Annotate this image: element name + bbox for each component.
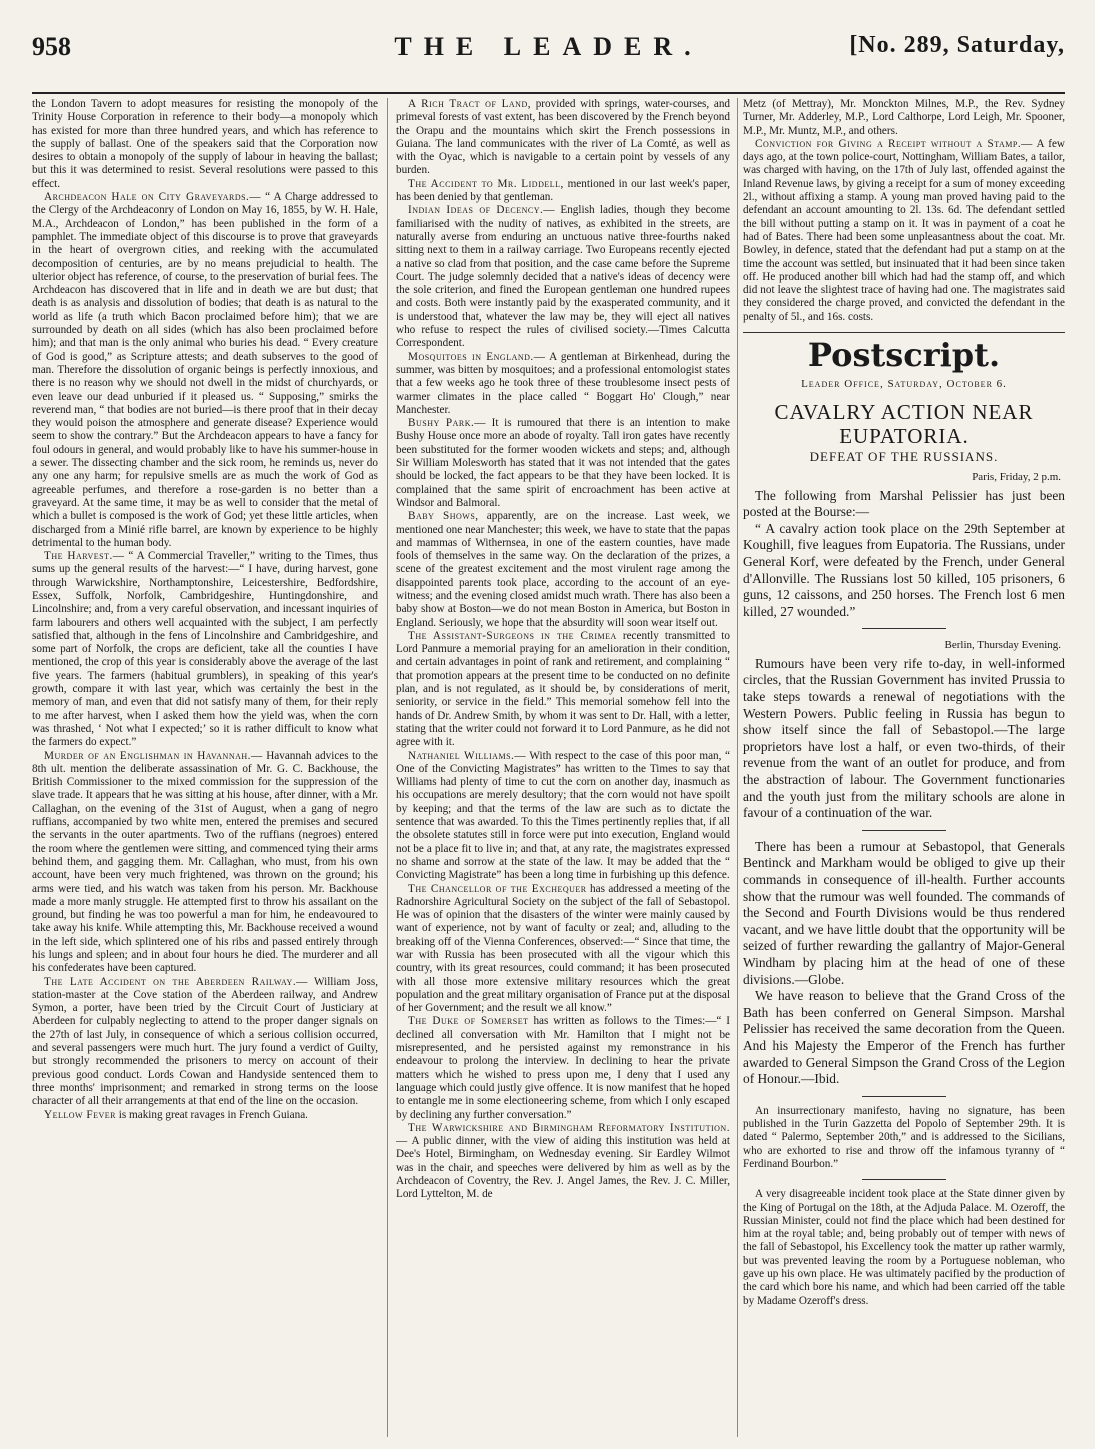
- article-paragraph: [32, 550, 378, 749]
- article-paragraph: [32, 98, 378, 191]
- divider: [862, 1096, 946, 1097]
- article-text: “ A Charge addressed to the Clergy of the Archdeaconry of London on May 16, 1855, by W. H. Hale, M.A., Archdeacon of London,” has been published in the form of a pamphlet. The immediate object of this discourse is to prove that graveyards in the heart of overgrown cities, and reeking with the accumulated decomposition of centuries, are by no means prejudicial to health. The ulterior object has reference, of course, to the preservation of burial fees. The Archdeacon has discovered that in life and in death we are but dust; that death is as analysis and dissolution of bodies; that death is as natural to the world as life (a truth which Bacon proclaimed before him); that we are surrounded by death on all sides (which has also been proclaimed before him); and that man is the only animal who buries his dead. “ Every creature of God is good,” as Scripture attests; and death subserves to the good of man. Therefore the dissolution of organic beings is perfectly innoxious, and there is no reason why we should not dwell in the midst of churchyards, or even leave our dead unburied if it pleased us. “ Supposing,” smirks the reverend man, “ that bodies are not buried—is there proof that in their decay they would poison the atmosphere and generate disease? Experience would seem to show the contrary.” But the Archdeacon appears to have a fancy for foul odours in general, and would probably like to have his summer-house in a sewer. The dissecting chamber and the sick room, he reminds us, never do any one any harm; for repulsive smells are as much the work of God as agreeable perfumes, and therefore a rose-garden is no better than a graveyard. At the same time, it may be as well to consider that the metal of which a bullet is composed is the work of God; yet these little articles, when discharged from a Minié rifle barrel, are known by experience to be highly detrimental to the human body.: [32, 191, 378, 549]
- divider: [862, 830, 946, 831]
- article-paragraph: [396, 630, 730, 750]
- article-paragraph: [396, 204, 730, 350]
- article-heading: The Chancellor of the Exchequer: [408, 882, 587, 895]
- article-text: has written as follows to the Times:—“ I declined all conversation with Mr. Hamilton that I might not be misrepresented, and he persisted against my remonstrance in his endeavour to prolong the interview. In declining to hear the private matters which he wished to press upon me, I deny that I used any language which could justly give offence. It is now manifest that he hoped to entangle me in some electioneering scheme, from which I only escaped by declining any further conversation.”: [396, 1015, 730, 1121]
- masthead-title: THE LEADER.: [394, 32, 703, 61]
- article-heading: Archdeacon Hale on City Graveyards.—: [44, 191, 262, 204]
- headline: CAVALRY ACTION NEAR EUPATORIA.: [774, 399, 1034, 448]
- article-text: recently transmitted to Lord Panmure a memorial praying for an amelioration in their condition, and certain advantages in point of rank and retirement, and complaining “ that promotion appears at the present time to be conducted on no definite plan, and is not regulated, as it should be, by considerations of merit, seniority, or service in the field.” This memorial somehow fell into the hands of Dr. Andrew Smith, by whom it was sent to Dr. Hall, with a letter, stating that the writer could not forward it to Lord Panmure, as he did not agree with it.: [396, 629, 730, 749]
- article-paragraph: [396, 883, 730, 1016]
- article-heading: Mosquitoes in England.—: [408, 350, 546, 363]
- article-paragraph: [396, 351, 730, 417]
- column-3: [743, 98, 1065, 1437]
- article-heading: The Assistant-Surgeons in the Crimea: [408, 629, 617, 642]
- article-paragraph: [396, 750, 730, 883]
- article-paragraph: [396, 1015, 730, 1121]
- article-text: A gentleman at Birkenhead, during the summer, was bitten by mosquitoes; and a professional entomologist states that a few weeks ago he took three of these troublesome insect pests of warmer climates in the place called “ Boggart Ho' Clough,” near Manchester.: [396, 350, 730, 416]
- article-text: English ladies, though they become familiarised with the nudity of natives, as exhibited in the streets, are naturally averse from enduring an unctuous native three-fourths naked sitting next to them in a railway carriage. Two Europeans recently ejected a native so clad from that position, and the case came before the Supreme Court. The judge solemnly decided that a native's ideas of decency were the sole criterion, and fined the European gentleman one hundred rupees and costs. Both were instantly paid by the exasperated community, and it is understood that, whatever the law may be, they will eject all natives who refuse to respect the rules of civilised society.—Times Calcutta Correspondent.: [396, 204, 730, 350]
- article-heading: Bushy Park.—: [408, 417, 486, 430]
- header-rule: [32, 92, 1065, 94]
- article-heading: Murder of an Englishman in Havannah.—: [44, 749, 263, 762]
- article-heading: The Accident to Mr. Liddell,: [408, 177, 564, 190]
- article-heading: Indian Ideas of Decency.—: [408, 204, 555, 217]
- article-text: has addressed a meeting of the Radnorshire Agricultural Society on the subject of the fall of Sebastopol. He was of opinion that the disasters of the winter were mainly caused by want of experience, not by want of faculty or zeal; and, alluding to the breaking off of the Vienna Conferences, observed:—“ Since that time, the war with Russia has been prosecuted with all the vigour which this country, with its great resources, could command; it has been prosecuted with all those more extensive military resources which the great population and the great military organisation of France put at the disposal of her Government; and the result we all know.”: [396, 882, 730, 1015]
- postscript-title: Postscript.: [807, 336, 1001, 375]
- article-heading: The Duke of Somerset: [408, 1015, 529, 1028]
- article-text: A few days ago, at the town police-court, Nottingham, William Bates, a tailor, was charged with having, on the 17th of July last, offended against the Inland Revenue laws, by giving a receipt for a sum of money exceeding 2l., without affixing a stamp. A young man proved having paid to the defendant an account amounting to 2l. 13s. 6d. The defendant settled the bill without putting a stamp on it. It was in payment of a coat he had of Bates. There had been some unpleasantness about the coat. Mr. Bowley, in defence, stated that the defendant had put a stamp on at the time the account was settled, but insinuated that it had been since taken off. He produced another bill which had had the stamp off, and which did not leave the slightest trace of having had one. The magistrates said they considered the charge proved, and convicted the defendant in the penalty of 5l., and 16s. costs.: [743, 137, 1065, 323]
- article-text: apparently, are on the increase. Last week, we mentioned one near Manchester; this week, we have to state that the papas and mammas of Withernsea, in one of the eastern counties, have made fools of themselves in the same way. On the declaration of the prizes, a scene of the greatest excitement and the most virulent rage among the disappointed parents took place, according to the account of an eye-witness; and the evening closed amidst much wrath. There has also been a baby show at Boston—we do not mean Boston in America, but Boston in England. Seriously, we hope that the absurdity will soon wear itself out.: [396, 510, 730, 629]
- dispatch-paragraph: “ A cavalry action took place on the 29th September at Koughill, five leagues from Eupatoria. The Russians, under General Korf, were defeated by the French, under General d'Allonville. The Russians lost 50 killed, 105 prisoners, 6 guns, 12 caissons, and 250 horses. The French lost 6 men killed, 27 wounded.”: [743, 520, 1065, 619]
- section-rule: [743, 332, 1065, 333]
- berlin-paragraph: Rumours have been very rife to-day, in well-informed circles, that the Russian Government has invited Prussia to take steps towards a renewal of negotiations with the Western Powers. Public feeling in Russia has begun to show itself since the fall of Sebastopol.—The large proprietors have lost a half, or even two-thirds, of their revenue from the want of an outlet for produce, and from the abstraction of labour. The Government functionaries and the youth just from the military schools are alone in favour of a continuation of the war.: [743, 655, 1065, 821]
- article-paragraph: [396, 98, 730, 178]
- postscript-body: [743, 469, 1065, 1088]
- divider: [862, 628, 946, 629]
- continuation-paragraph: Metz (of Mettray), Mr. Monckton Milnes, M.P., the Rev. Sydney Turner, Mr. Adderley, M.P., Lord Calthorpe, Lord Leigh, Mr. Spooner, M.P., Mr. Muntz, M.P., and others.: [743, 98, 1065, 137]
- issue-line: [No. 289, Saturday,: [849, 32, 1065, 58]
- rumour-paragraph: There has been a rumour at Sebastopol, that Generals Bentinck and Markham would be obliged to give up their commands in consequence of ill-health. Further accounts show that the rumour was well founded. The commands of the Second and Fourth Divisions would be thus rendered vacant, and we have little doubt that the opportunity will be seized of further rewarding the gallantry of Major-General Windham by placing him at the head of one of these divisions.—Globe.: [743, 838, 1065, 987]
- article-text: the London Tavern to adopt measures for resisting the monopoly of the Trinity House Corporation in reference to their body—a monopoly which has existed for more than three hundred years, and which has reference to the supply of ballast. One of the speakers said that the Corporation now desires to obtain a monopoly of the supply of labour in heaving the ballast; but this it was determined to resist. Several resolutions were passed to this effect.: [32, 98, 378, 190]
- article-paragraph: [396, 510, 730, 630]
- divider: [862, 1179, 946, 1180]
- article-text: mentioned in our last week's paper, has been denied by that gentleman.: [396, 177, 730, 204]
- article-heading: Yellow Fever: [44, 1108, 116, 1121]
- dateline: Berlin, Thursday Evening.: [944, 639, 1061, 652]
- article-paragraph: [743, 138, 1065, 324]
- page-number: 958: [32, 32, 71, 61]
- article-paragraph: [396, 178, 730, 205]
- article-heading: The Late Accident on the Aberdeen Railway.—: [44, 975, 308, 988]
- page-header: [32, 32, 1065, 94]
- subheadline: DEFEAT OF THE RUSSIANS.: [809, 448, 999, 464]
- manifesto-paragraph: An insurrectionary manifesto, having no signature, has been published in the Turin Gazzetta del Popolo of September 29th. It is dated “ Palermo, September 20th,” and is addressed to the Sicilians, who are exhorted to rise and throw off the infamous tyranny of “ Ferdinand Bourbon.”: [743, 1104, 1065, 1170]
- article-paragraph: [396, 417, 730, 510]
- article-heading: The Harvest.—: [44, 550, 125, 563]
- article-paragraph: [32, 1109, 378, 1122]
- article-text: It is rumoured that there is an intention to make Bushy House once more an abode of royalty. Tall iron gates have recently been substituted for the former wooden wickets and steps; and, although Sir William Molesworth has stated that it was not intended that the gates should be locked, the fact appears to be that they have been locked. It is complained that the same spirit of encroachment has been active at Windsor and Balmoral.: [396, 417, 730, 509]
- article-text: A public dinner, with the view of aiding this institution was held at Dee's Hotel, Birmingham, on Wednesday evening. Sir Eardley Wilmot was in the chair, and speeches were delivered by him as well as by the Archdeacon of Coventry, the Rev. J. Angel James, the Rev. J. C. Miller, Lord Lyttelton, M. de: [396, 1135, 730, 1201]
- article-text: William Joss, station-master at the Cove station of the Aberdeen railway, and Andrew Symon, a porter, have been tried by the Circuit Court of Justiciary at Aberdeen for culpably neglecting to attend to the proper danger signals on the 27th of last July, in consequence of which a serious collision occurred, and several passengers were much hurt. The jury found a verdict of Guilty, but strongly recommended the prisoners to mercy on account of their previous good conduct. Lords Cowan and Handyside sentenced them to three months' imprisonment; and remarked in strong terms on the loose character of all their arrangements at that end of the line on the occasion.: [32, 975, 378, 1108]
- article-heading: A Rich Tract of Land,: [408, 98, 532, 110]
- dinner-paragraph: A very disagreeable incident took place at the State dinner given by the King of Portugal on the 18th, at the Adjuda Palace. M. Ozeroff, the Russian Minister, could not find the place which had been destined for him at the royal table; and, being probably out of temper with news of the fall of Sebastopol, his Excellency took the matter up rather warmly, but was prevented leaving the room by a Portuguese nobleman, who gave up his own place. He was ultimately pacified by the production of the card which bore his name, and which had been carried off the table by Madame Ozeroff's dress.: [743, 1188, 1065, 1307]
- column-1: [32, 98, 378, 1437]
- article-paragraph: [32, 976, 378, 1109]
- grandcross-paragraph: We have reason to believe that the Grand Cross of the Bath has been conferred on General Simpson. Marshal Pelissier has received the same decoration from the Queen. And his Majesty the Emperor of the French has further awarded to General Simpson the Grand Cross of the Legion of Honour.—Ibid.: [743, 988, 1065, 1087]
- column-divider: [737, 98, 738, 1437]
- office-line: Leader Office, Saturday, October 6.: [801, 378, 1007, 391]
- article-text: With respect to the case of this poor man, “ One of the Convicting Magistrates” has written to the Times to say that Williams had plenty of time to cut the corn on another day, inasmuch as his occupations are merely desultory; that the corn would not have spoilt by keeping; and that the terms of the law are such as to dictate the sentence that was awarded. To this the Times pertinently replies that, if all the obsolete statutes still in force were put into execution, England would not be a place fit to live in; and that, at any rate, the magistrates expressed no shame and sorrow at the state of the law. It may be added that the “ Convicting Magistrate” has been a long time in furbishing up this defence.: [396, 749, 730, 882]
- article-text: Havannah advices to the 8th ult. mention the deliberate assassination of Mr. G. C. Backhouse, the British Commissioner to the mixed commission for the suppression of the slave trade. It appears that he was sitting at his house, after dinner, with a Mr. Callaghan, on the evening of the 31st of August, when a gang of negro ruffians, accompanied by two white men, entered the premises and secured the servants in the outer apartments. Two of the ruffians (negroes) entered the room where the gentlemen were sitting, and commenced tying their arms behind them, and gagging them. Mr. Callaghan, who must, from his own account, have been very much frightened, was thrown on the ground; his arms were tied, and his watch was taken from his person. Mr. Backhouse made a more manly struggle. He attempted first to throw his assailant on the ground, but finding he was too powerful a man for him, he endeavoured to take away his knife. While attempting this, Mr. Backhouse received a wound in the left side, which splintered one of his ribs and passed entirely through his lungs and spleen; and in about four hours he died. The murderer and all his confederates have been captured.: [32, 749, 378, 975]
- article-paragraph: [32, 750, 378, 976]
- article-paragraph: [396, 1122, 730, 1202]
- article-paragraph: [32, 191, 378, 550]
- dateline: Paris, Friday, 2 p.m.: [972, 470, 1061, 483]
- column-divider: [387, 98, 388, 1437]
- article-text: provided with springs, water-courses, and primeval forests of vast extent, has been discovered by the French beyond the Orapu and the mountains which skirt the French possessions in Guiana. The land communicates with the river of La Comté, as well as with the Oyac, which is navigable to a certain point by vessels of any burden.: [396, 98, 730, 177]
- intro-paragraph: The following from Marshal Pelissier has just been posted at the Bourse:—: [743, 487, 1065, 520]
- article-heading: The Warwickshire and Birmingham Reformatory Institution.—: [396, 1121, 730, 1148]
- article-heading: Conviction for Giving a Receipt without a Stamp.—: [755, 137, 1033, 150]
- column-2: [396, 98, 730, 1437]
- article-text: is making great ravages in French Guiana.: [118, 1108, 308, 1121]
- article-heading: Baby Shows,: [408, 510, 479, 523]
- article-text: “ A Commercial Traveller,” writing to the Times, thus sums up the general results of the harvest:—“ I have, during harvest, gone through Warwickshire, Northamptonshire, Leicestershire, Bedfordshire, Essex, Suffolk, Norfolk, Cambridgeshire, Huntingdonshire, and Lincolnshire; and, from a very careful observation, and incessant inquiries of farm labourers and others well acquainted with the subject, I am perfectly satisfied that, although in the fens of Lincolnshire and Cambridgeshire, and some part of Norfolk, the crops are deficient, take all the counties I have mentioned, the crop of this year is considerably above the average of the last five years. The farmers (habitual grumblers), in speaking of this year's growth, compare it with last year, which was certainly the best in the memory of man, and even that did not satisfy many of them, for their reply to me after harvest, when I asked them how the yield was, when the corn was thrashed, ‘ Not what I expected;’ so it is rather difficult to know what the farmers do expect.”: [32, 550, 378, 749]
- article-heading: Nathaniel Williams.—: [408, 749, 527, 762]
